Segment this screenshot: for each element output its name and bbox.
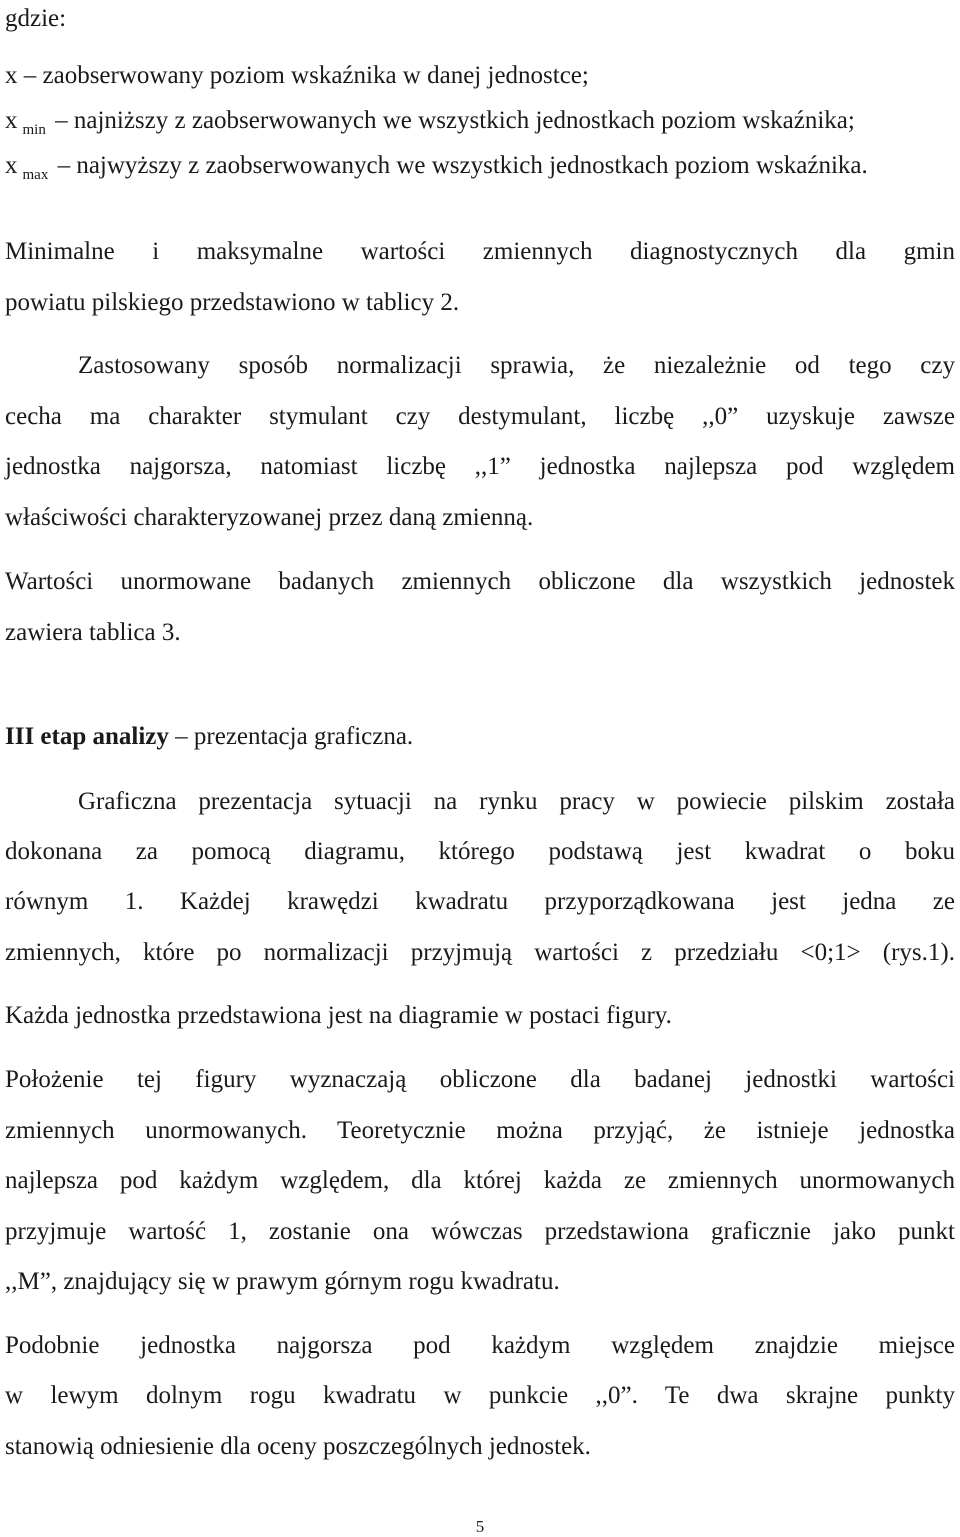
section-heading-bold: III etap analizy <box>5 723 169 750</box>
paragraph-line: w lewym dolnym rogu kwadratu w punkcie ,,0”. Te dwa skrajne punkty <box>5 1382 955 1409</box>
symbol-x: x <box>5 107 18 134</box>
label-gdzie: gdzie: <box>5 5 67 32</box>
paragraph-line: równym 1. Każdej krawędzi kwadratu przyporządkowana jest jedna ze <box>5 888 955 915</box>
definition-xmin <box>5 107 955 138</box>
section-heading-rest: – prezentacja graficzna. <box>168 723 414 750</box>
paragraph-line: stanowią odniesienie dla oceny poszczególnych jednostek. <box>5 1433 591 1460</box>
definition-x-text: – zaobserwowany poziom wskaźnika w danej jednostce; <box>23 62 589 89</box>
paragraph-line: jednostka najgorsza, natomiast liczbę ,,1” jednostka najlepsza pod względem <box>5 453 955 480</box>
paragraph-line: ,,M”, znajdujący się w prawym górnym rogu kwadratu. <box>5 1268 560 1295</box>
paragraph-line: Zastosowany sposób normalizacji sprawia, że niezależnie od tego czy <box>78 352 955 379</box>
definition-xmax-text: – najwyższy z zaobserwowanych we wszystkich jednostkach poziom wskaźnika. <box>57 152 868 179</box>
subscript-min: min <box>22 122 46 138</box>
definition-xmax <box>5 152 955 183</box>
paragraph-line: Graficzna prezentacja sytuacji na rynku pracy w powiecie pilskim została <box>78 788 955 815</box>
definition-x <box>5 63 955 88</box>
paragraph-line: Minimalne i maksymalne wartości zmiennych diagnostycznych dla gmin <box>5 238 955 265</box>
subscript-max: max <box>22 167 49 183</box>
paragraph-line: powiatu pilskiego przedstawiono w tablicy 2. <box>5 289 460 316</box>
paragraph-line: przyjmuje wartość 1, zostanie ona wówczas przedstawiona graficznie jako punkt <box>5 1218 955 1245</box>
paragraph-line: właściwości charakteryzowanej przez daną zmienną. <box>5 504 534 531</box>
paragraph-line: Położenie tej figury wyznaczają obliczone dla badanej jednostki wartości <box>5 1066 955 1093</box>
symbol-x: x <box>5 62 18 89</box>
section-heading <box>5 724 955 749</box>
paragraph-line: Każda jednostka przedstawiona jest na diagramie w postaci figury. <box>5 1002 672 1029</box>
page-number: 5 <box>475 1517 485 1536</box>
paragraph-line: dokonana za pomocą diagramu, którego podstawą jest kwadrat o boku <box>5 838 955 865</box>
symbol-x: x <box>5 152 18 179</box>
paragraph-line: zawiera tablica 3. <box>5 619 181 646</box>
paragraph-line: Wartości unormowane badanych zmiennych obliczone dla wszystkich jednostek <box>5 568 955 595</box>
paragraph-line: najlepsza pod każdym względem, dla której każda ze zmiennych unormowanych <box>5 1167 955 1194</box>
definition-xmin-text: – najniższy z zaobserwowanych we wszystkich jednostkach poziom wskaźnika; <box>55 107 855 134</box>
paragraph-line: Podobnie jednostka najgorsza pod każdym względem znajdzie miejsce <box>5 1332 955 1359</box>
paragraph-line: zmiennych, które po normalizacji przyjmują wartości z przedziału <0;1> (rys.1). <box>5 939 955 966</box>
paragraph-line: cecha ma charakter stymulant czy destymulant, liczbę ,,0” uzyskuje zawsze <box>5 403 955 430</box>
paragraph-line: zmiennych unormowanych. Teoretycznie można przyjąć, że istnieje jednostka <box>5 1117 955 1144</box>
